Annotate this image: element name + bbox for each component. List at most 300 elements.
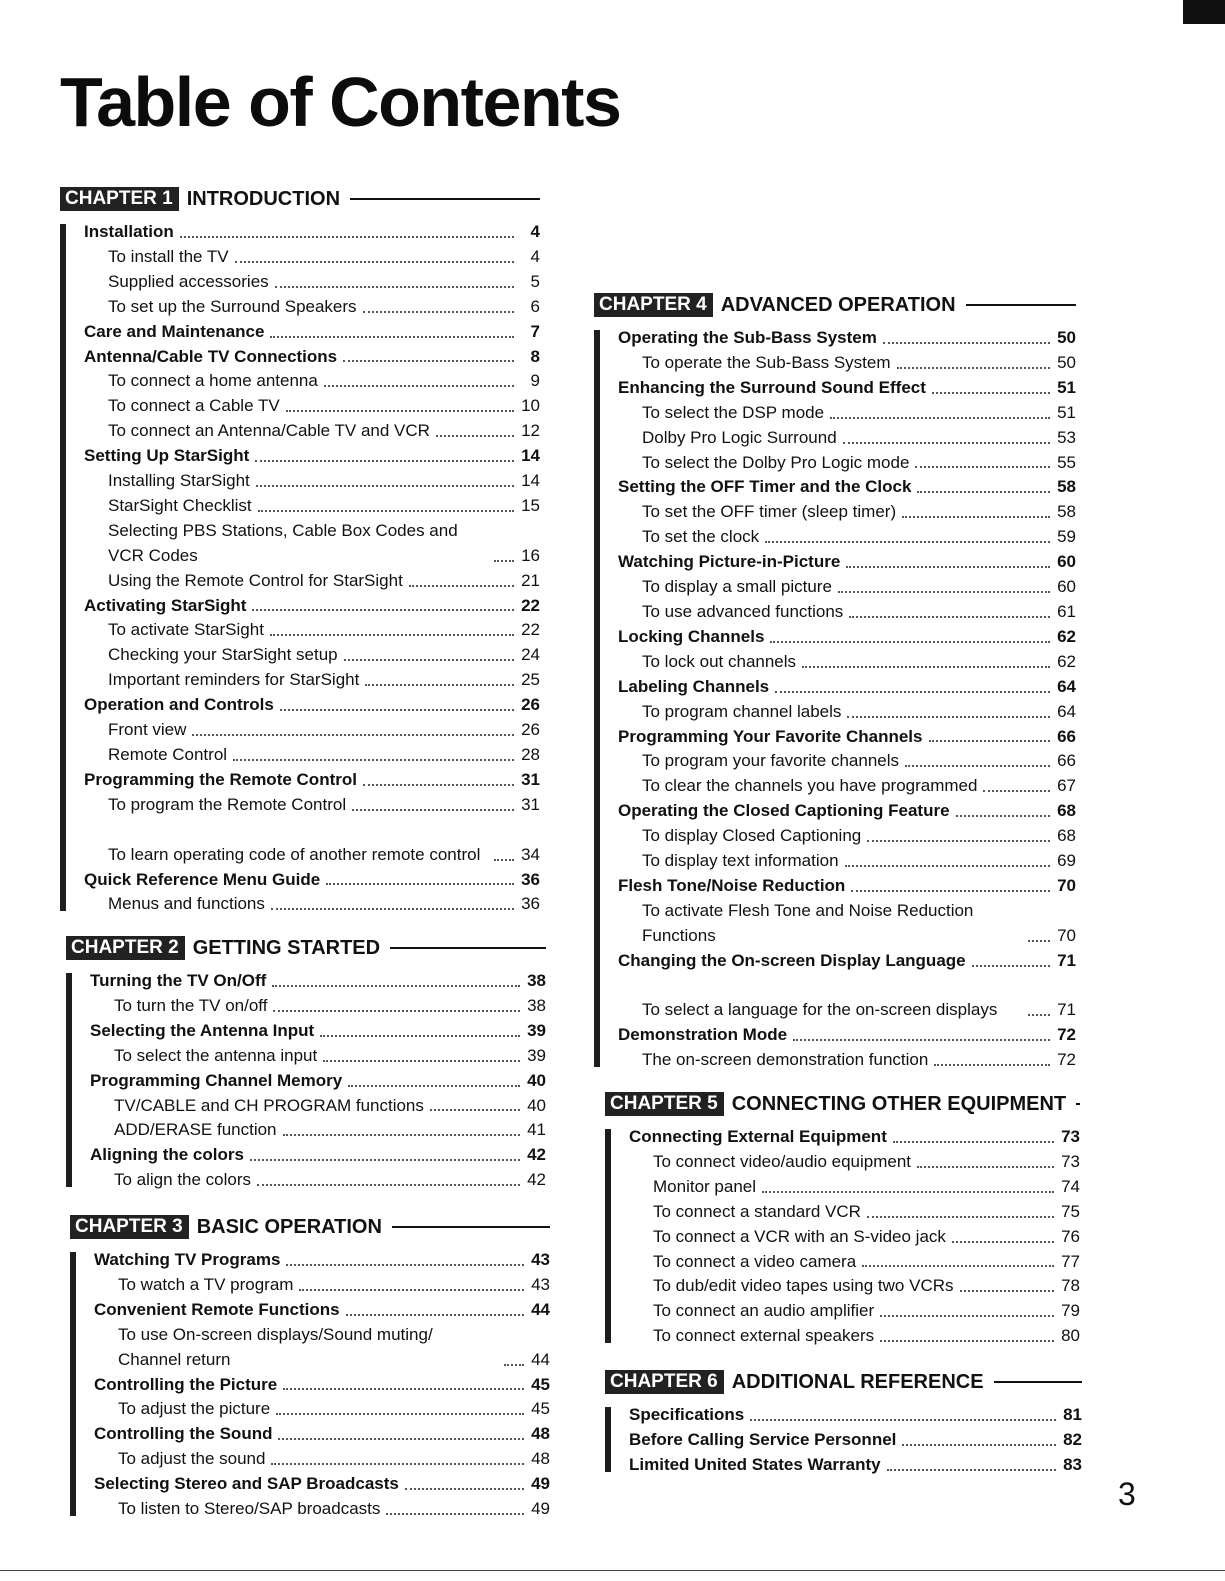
entry-label: To turn the TV on/off	[114, 995, 268, 1015]
toc-section-entry[interactable]	[618, 799, 1076, 824]
toc-subsection-entry[interactable]	[84, 270, 540, 295]
entry-label: Convenient Remote Functions	[94, 1299, 340, 1319]
entry-label: Operation and Controls	[84, 695, 274, 715]
dot-leader	[972, 965, 1050, 967]
chapter-entry-list	[60, 220, 540, 917]
entry-page-number: 36	[521, 894, 540, 914]
toc-subsection-entry[interactable]	[90, 994, 546, 1019]
dot-leader	[504, 1364, 524, 1366]
entry-label: Setting the OFF Timer and the Clock	[618, 477, 912, 497]
toc-section-entry[interactable]	[629, 1125, 1080, 1150]
toc-section-entry[interactable]	[84, 693, 540, 718]
chapter-badge: CHAPTER 3	[70, 1215, 189, 1239]
toc-section-entry[interactable]	[618, 326, 1076, 351]
entry-page-number: 21	[521, 570, 540, 590]
page-title: Table of Contents	[60, 63, 621, 141]
entry-page-number: 64	[1057, 676, 1076, 696]
toc-subsection-entry[interactable]	[629, 1175, 1080, 1200]
dot-leader	[917, 1166, 1054, 1168]
entry-label: To set the OFF timer (sleep timer)	[642, 502, 897, 522]
toc-section-entry[interactable]	[84, 320, 540, 345]
entry-page-number: 62	[1057, 626, 1076, 646]
dot-leader	[235, 261, 514, 263]
entry-label: To set the clock	[642, 527, 760, 547]
entry-page-number: 9	[530, 371, 540, 391]
dot-leader	[409, 585, 514, 587]
entry-page-number: 83	[1063, 1454, 1082, 1474]
toc-section-entry[interactable]	[94, 1248, 550, 1273]
entry-page-number: 49	[531, 1474, 550, 1494]
toc-section-entry[interactable]	[94, 1422, 550, 1447]
dot-leader	[272, 985, 520, 987]
entry-page-number: 28	[521, 745, 540, 765]
dot-leader	[917, 491, 1050, 493]
entry-page-number: 6	[530, 296, 540, 316]
dot-leader	[257, 1184, 520, 1186]
dot-leader	[323, 1060, 520, 1062]
entry-label: Operating the Closed Captioning Feature	[618, 801, 950, 821]
dot-leader	[847, 716, 1050, 718]
entry-label: Care and Maintenance	[84, 321, 265, 341]
entry-label: To display Closed Captioning	[642, 826, 862, 846]
dot-leader	[846, 566, 1050, 568]
toc-subsection-entry[interactable]	[84, 818, 540, 868]
dot-leader	[283, 1388, 524, 1390]
dot-leader	[960, 1290, 1054, 1292]
dot-leader	[343, 360, 514, 362]
entry-label: To program channel labels	[642, 701, 842, 721]
entry-label: Flesh Tone/Noise Reduction	[618, 875, 846, 895]
chapter-rule	[350, 198, 540, 200]
toc-subsection-entry[interactable]	[618, 500, 1076, 525]
entry-page-number: 80	[1061, 1326, 1080, 1346]
toc-subsection-entry[interactable]	[618, 351, 1076, 376]
toc-subsection-entry[interactable]	[90, 1118, 546, 1143]
dot-leader	[436, 435, 514, 437]
entry-page-number: 25	[521, 670, 540, 690]
dot-leader	[233, 759, 514, 761]
toc-subsection-entry[interactable]	[618, 774, 1076, 799]
entry-label: The on-screen demonstration function	[642, 1050, 929, 1070]
toc-subsection-entry[interactable]	[618, 849, 1076, 874]
toc-subsection-entry[interactable]	[629, 1225, 1080, 1250]
entry-label: To display a small picture	[642, 577, 832, 597]
dot-leader	[326, 883, 514, 885]
entry-label: To use On-screen displays/Sound muting/ Channel return	[118, 1324, 433, 1369]
dot-leader	[430, 1109, 520, 1111]
entry-label: Setting Up StarSight	[84, 446, 250, 466]
entry-page-number: 66	[1057, 751, 1076, 771]
toc-section-entry[interactable]	[84, 768, 540, 793]
toc-subsection-entry[interactable]	[629, 1200, 1080, 1225]
entry-page-number: 43	[531, 1250, 550, 1269]
chapter-badge: CHAPTER 6	[605, 1370, 724, 1394]
entry-page-number: 22	[521, 595, 540, 615]
dot-leader	[270, 634, 514, 636]
corner-registration-mark	[1183, 0, 1225, 24]
dot-leader	[932, 392, 1050, 394]
toc-section-entry[interactable]	[618, 675, 1076, 700]
chapter-header	[60, 184, 540, 214]
entry-label: To connect an Antenna/Cable TV and VCR	[108, 421, 430, 441]
dot-leader	[1028, 940, 1050, 942]
toc-section-entry[interactable]	[618, 1023, 1076, 1048]
entry-label: Selecting Stereo and SAP Broadcasts	[94, 1474, 399, 1494]
dot-leader	[271, 1463, 524, 1465]
entry-page-number: 4	[530, 246, 540, 266]
toc-section-entry[interactable]	[90, 1143, 546, 1168]
entry-label: To clear the channels you have programmed	[642, 776, 978, 796]
dot-leader	[405, 1488, 524, 1490]
chapter-3-section	[70, 1212, 550, 1522]
toc-subsection-entry[interactable]	[618, 451, 1076, 476]
entry-page-number: 75	[1061, 1201, 1080, 1221]
entry-page-number: 7	[530, 321, 540, 341]
chapter-header	[70, 1212, 550, 1242]
entry-label: To connect external speakers	[653, 1326, 875, 1346]
entry-label: To connect an audio amplifier	[653, 1301, 875, 1321]
entry-label: To adjust the picture	[118, 1399, 271, 1419]
dot-leader	[255, 460, 514, 462]
chapter-header	[605, 1089, 1080, 1119]
entry-page-number: 36	[521, 869, 540, 889]
dot-leader	[299, 1289, 524, 1291]
entry-label: To connect a VCR with an S-video jack	[653, 1226, 946, 1246]
toc-section-entry[interactable]	[94, 1472, 550, 1497]
chapter-entry-list	[594, 326, 1076, 1073]
chapter-1-section	[60, 184, 540, 917]
entry-label: Connecting External Equipment	[629, 1127, 887, 1146]
dot-leader	[880, 1340, 1054, 1342]
entry-page-number: 4	[530, 222, 540, 241]
dot-leader	[849, 616, 1050, 618]
dot-leader	[286, 1264, 524, 1266]
toc-subsection-entry[interactable]	[618, 426, 1076, 451]
dot-leader	[494, 859, 514, 861]
entry-page-number: 68	[1057, 826, 1076, 846]
toc-subsection-entry[interactable]	[84, 469, 540, 494]
dot-leader	[1028, 1014, 1050, 1016]
entry-page-number: 51	[1057, 377, 1076, 397]
entry-label: Menus and functions	[108, 894, 265, 914]
toc-section-entry[interactable]	[84, 345, 540, 370]
dot-leader	[750, 1419, 1056, 1421]
entry-page-number: 73	[1061, 1151, 1080, 1171]
toc-section-entry[interactable]	[618, 475, 1076, 500]
toc-subsection-entry[interactable]	[629, 1274, 1080, 1299]
toc-section-entry[interactable]	[94, 1373, 550, 1398]
entry-page-number: 73	[1061, 1127, 1080, 1146]
dot-leader	[283, 1134, 520, 1136]
entry-page-number: 10	[521, 396, 540, 416]
dot-leader	[278, 1438, 524, 1440]
toc-subsection-entry[interactable]	[94, 1323, 550, 1373]
entry-page-number: 60	[1057, 552, 1076, 572]
dot-leader	[902, 1444, 1056, 1446]
bottom-edge-rule	[0, 1570, 1225, 1571]
entry-page-number: 78	[1061, 1276, 1080, 1296]
chapter-title: ADVANCED OPERATION	[720, 293, 956, 316]
chapter-entry-list	[605, 1403, 1082, 1478]
entry-page-number: 50	[1057, 328, 1076, 347]
entry-label: To connect a home antenna	[108, 371, 318, 391]
dot-leader	[270, 336, 514, 338]
entry-page-number: 40	[527, 1095, 546, 1115]
toc-subsection-entry[interactable]	[618, 401, 1076, 426]
entry-page-number: 24	[521, 645, 540, 665]
dot-leader	[893, 1141, 1054, 1143]
entry-page-number: 76	[1061, 1226, 1080, 1246]
toc-subsection-entry[interactable]	[84, 519, 540, 569]
entry-label: To activate Flesh Tone and Noise Reduction Functions	[642, 900, 974, 945]
toc-subsection-entry[interactable]	[84, 245, 540, 270]
entry-page-number: 58	[1057, 502, 1076, 522]
entry-label: Important reminders for StarSight	[108, 670, 360, 690]
toc-section-entry[interactable]	[629, 1453, 1082, 1478]
toc-subsection-entry[interactable]	[618, 1048, 1076, 1073]
entry-page-number: 79	[1061, 1301, 1080, 1321]
dot-leader	[902, 516, 1050, 518]
entry-page-number: 59	[1057, 527, 1076, 547]
entry-label: To connect a Cable TV	[108, 396, 280, 416]
toc-section-entry[interactable]	[84, 220, 540, 245]
toc-subsection-entry[interactable]	[84, 892, 540, 917]
dot-leader	[952, 1241, 1054, 1243]
toc-subsection-entry[interactable]	[629, 1324, 1080, 1349]
entry-page-number: 43	[531, 1274, 550, 1294]
toc-section-entry[interactable]	[90, 1019, 546, 1044]
entry-label: Limited United States Warranty	[629, 1454, 881, 1474]
chapter-2-section	[66, 933, 546, 1193]
toc-section-entry[interactable]	[618, 625, 1076, 650]
entry-label: Installing StarSight	[108, 471, 250, 491]
toc-section-entry[interactable]	[618, 550, 1076, 575]
chapter-badge: CHAPTER 4	[594, 293, 713, 317]
dot-leader	[324, 385, 514, 387]
chapter-rule	[966, 304, 1076, 306]
dot-leader	[956, 815, 1050, 817]
toc-section-entry[interactable]	[618, 725, 1076, 750]
chapter-5-section	[605, 1089, 1080, 1349]
dot-leader	[320, 1035, 520, 1037]
toc-section-entry[interactable]	[618, 874, 1076, 899]
entry-label: To dub/edit video tapes using two VCRs	[653, 1276, 954, 1296]
dot-leader	[280, 709, 514, 711]
toc-subsection-entry[interactable]	[84, 643, 540, 668]
entry-label: Before Calling Service Personnel	[629, 1429, 897, 1449]
dot-leader	[905, 765, 1050, 767]
entry-page-number: 58	[1057, 477, 1076, 497]
toc-subsection-entry[interactable]	[618, 974, 1076, 1024]
entry-label: To display text information	[642, 851, 839, 871]
entry-label: To use advanced functions	[642, 601, 844, 621]
entry-label: Checking your StarSight setup	[108, 645, 338, 665]
dot-leader	[862, 1265, 1054, 1267]
chapter-badge: CHAPTER 5	[605, 1092, 724, 1116]
entry-label: To select the antenna input	[114, 1045, 318, 1065]
toc-subsection-entry[interactable]	[84, 793, 540, 818]
toc-subsection-entry[interactable]	[84, 668, 540, 693]
entry-label: Specifications	[629, 1405, 745, 1424]
toc-subsection-entry[interactable]	[618, 600, 1076, 625]
chapter-rule	[392, 1226, 550, 1228]
dot-leader	[494, 560, 514, 562]
entry-page-number: 71	[1057, 950, 1076, 970]
dot-leader	[897, 367, 1050, 369]
toc-section-entry[interactable]	[84, 594, 540, 619]
entry-label: To select the Dolby Pro Logic mode	[642, 452, 910, 472]
toc-subsection-entry[interactable]	[618, 650, 1076, 675]
toc-subsection-entry[interactable]	[84, 618, 540, 643]
toc-section-entry[interactable]	[618, 949, 1076, 974]
chapter-title: CONNECTING OTHER EQUIPMENT	[731, 1092, 1067, 1115]
toc-subsection-entry[interactable]	[90, 1094, 546, 1119]
toc-section-entry[interactable]	[84, 868, 540, 893]
toc-subsection-entry[interactable]	[618, 749, 1076, 774]
entry-label: To operate the Sub-Bass System	[642, 352, 891, 372]
toc-section-entry[interactable]	[629, 1428, 1082, 1453]
entry-page-number: 34	[521, 844, 540, 864]
toc-subsection-entry[interactable]	[90, 1044, 546, 1069]
entry-page-number: 41	[527, 1120, 546, 1140]
entry-page-number: 42	[527, 1170, 546, 1190]
toc-subsection-entry[interactable]	[618, 824, 1076, 849]
entry-label: Changing the On-screen Display Language	[618, 950, 966, 970]
dot-leader	[934, 1064, 1050, 1066]
dot-leader	[352, 809, 514, 811]
entry-page-number: 42	[527, 1145, 546, 1165]
toc-subsection-entry[interactable]	[84, 369, 540, 394]
toc-subsection-entry[interactable]	[94, 1397, 550, 1422]
entry-page-number: 31	[521, 769, 540, 789]
entry-page-number: 64	[1057, 701, 1076, 721]
dot-leader	[363, 311, 514, 313]
toc-section-entry[interactable]	[90, 969, 546, 994]
entry-label: To program the Remote Control	[108, 794, 347, 814]
dot-leader	[775, 691, 1050, 693]
chapter-header	[66, 933, 546, 963]
toc-subsection-entry[interactable]	[84, 569, 540, 594]
dot-leader	[983, 790, 1050, 792]
entry-label: To program your favorite channels	[642, 751, 900, 771]
toc-subsection-entry[interactable]	[90, 1168, 546, 1193]
entry-page-number: 12	[521, 421, 540, 441]
entry-label: To connect video/audio equipment	[653, 1151, 912, 1171]
entry-label: Supplied accessories	[108, 271, 269, 291]
toc-subsection-entry[interactable]	[629, 1250, 1080, 1275]
entry-label: Quick Reference Menu Guide	[84, 869, 321, 889]
entry-label: To adjust the sound	[118, 1449, 266, 1469]
entry-page-number: 68	[1057, 801, 1076, 821]
toc-subsection-entry[interactable]	[94, 1447, 550, 1472]
toc-subsection-entry[interactable]	[618, 525, 1076, 550]
dot-leader	[867, 840, 1050, 842]
dot-leader	[344, 659, 514, 661]
toc-subsection-entry[interactable]	[618, 700, 1076, 725]
chapter-title: BASIC OPERATION	[196, 1215, 382, 1238]
entry-label: Selecting the Antenna Input	[90, 1020, 315, 1040]
dot-leader	[365, 684, 514, 686]
dot-leader	[867, 1216, 1054, 1218]
dot-leader	[273, 1010, 520, 1012]
toc-subsection-entry[interactable]	[84, 718, 540, 743]
entry-label: Controlling the Picture	[94, 1374, 278, 1394]
chapter-6-section	[605, 1367, 1082, 1478]
toc-subsection-entry[interactable]	[629, 1299, 1080, 1324]
entry-label: Selecting PBS Stations, Cable Box Codes and VCR Codes	[108, 520, 458, 565]
dot-leader	[271, 908, 514, 910]
dot-leader	[252, 609, 514, 611]
entry-label: Controlling the Sound	[94, 1424, 273, 1444]
toc-section-entry[interactable]	[94, 1298, 550, 1323]
entry-label: TV/CABLE and CH PROGRAM functions	[114, 1095, 424, 1115]
entry-page-number: 40	[527, 1070, 546, 1090]
toc-subsection-entry[interactable]	[84, 419, 540, 444]
entry-page-number: 5	[530, 271, 540, 291]
toc-subsection-entry[interactable]	[629, 1150, 1080, 1175]
entry-label: Activating StarSight	[84, 595, 247, 615]
entry-page-number: 45	[531, 1374, 550, 1394]
entry-page-number: 49	[531, 1499, 550, 1519]
toc-subsection-entry[interactable]	[618, 575, 1076, 600]
entry-page-number: 38	[527, 971, 546, 990]
entry-label: Enhancing the Surround Sound Effect	[618, 377, 926, 397]
toc-section-entry[interactable]	[84, 444, 540, 469]
toc-subsection-entry[interactable]	[618, 899, 1076, 949]
dot-leader	[180, 236, 514, 238]
entry-page-number: 55	[1057, 452, 1076, 472]
dot-leader	[765, 541, 1050, 543]
chapter-badge: CHAPTER 2	[66, 936, 185, 960]
entry-label: To align the colors	[114, 1170, 252, 1190]
chapter-header	[594, 290, 1076, 320]
entry-page-number: 8	[530, 346, 540, 366]
entry-label: To connect a standard VCR	[653, 1201, 861, 1221]
entry-label: To select a language for the on-screen displays	[642, 1000, 998, 1020]
chapter-rule	[390, 947, 546, 949]
toc-section-entry[interactable]	[629, 1403, 1082, 1428]
chapter-header	[605, 1367, 1082, 1397]
chapter-entry-list	[605, 1125, 1080, 1349]
entry-page-number: 38	[527, 995, 546, 1015]
dot-leader	[929, 740, 1051, 742]
entry-page-number: 71	[1057, 1000, 1076, 1020]
dot-leader	[883, 342, 1050, 344]
entry-page-number: 45	[531, 1399, 550, 1419]
toc-section-entry[interactable]	[90, 1069, 546, 1094]
toc-subsection-entry[interactable]	[84, 295, 540, 320]
chapter-entry-list	[66, 969, 546, 1193]
entry-label: To activate StarSight	[108, 620, 264, 640]
toc-subsection-entry[interactable]	[94, 1273, 550, 1298]
entry-page-number: 62	[1057, 651, 1076, 671]
entry-label: Turning the TV On/Off	[90, 971, 267, 990]
toc-subsection-entry[interactable]	[84, 494, 540, 519]
chapter-4-section	[594, 290, 1076, 1073]
toc-subsection-entry[interactable]	[94, 1497, 550, 1522]
entry-label: Remote Control	[108, 745, 228, 765]
entry-label: To install the TV	[108, 246, 229, 266]
toc-subsection-entry[interactable]	[84, 394, 540, 419]
chapter-title: GETTING STARTED	[192, 936, 381, 959]
toc-subsection-entry[interactable]	[84, 743, 540, 768]
dot-leader	[363, 784, 514, 786]
entry-label: Locking Channels	[618, 626, 765, 646]
entry-label: Watching TV Programs	[94, 1250, 281, 1269]
entry-label: Using the Remote Control for StarSight	[108, 570, 403, 590]
dot-leader	[830, 417, 1050, 419]
toc-section-entry[interactable]	[618, 376, 1076, 401]
